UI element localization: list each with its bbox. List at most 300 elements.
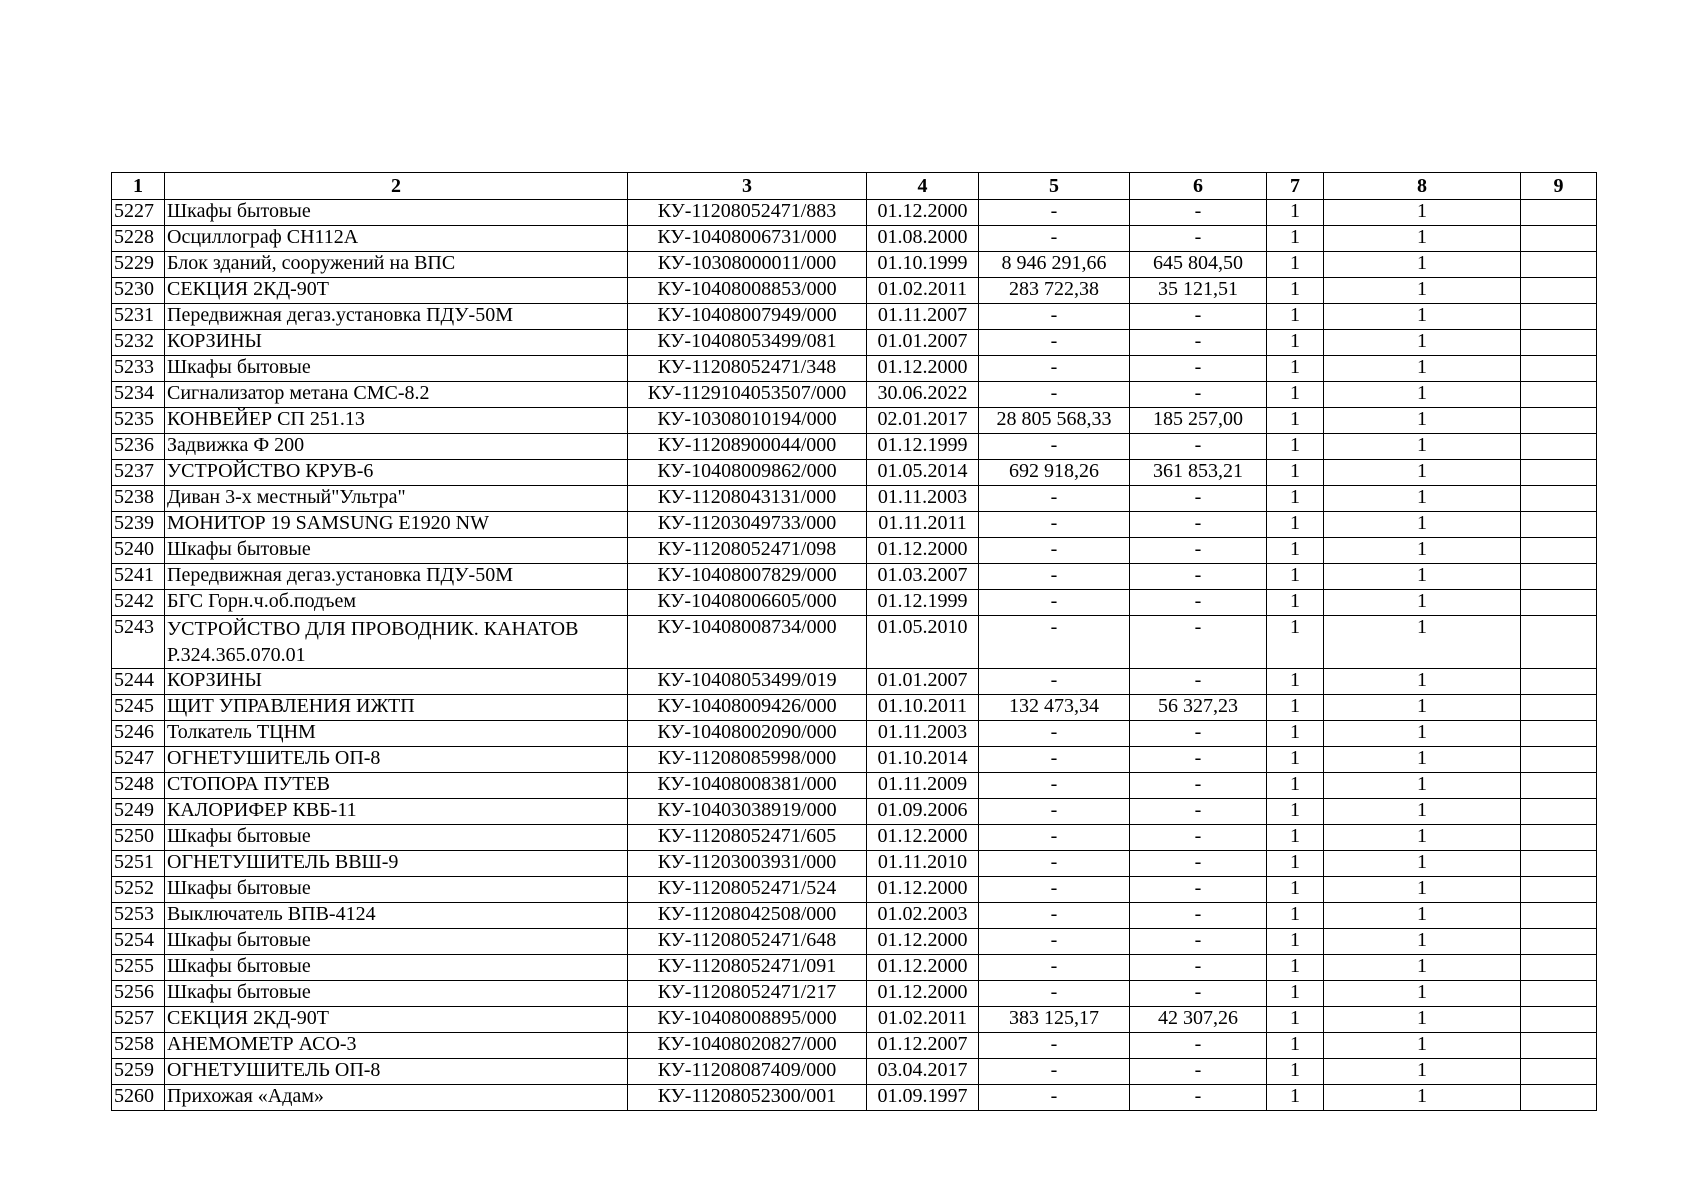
value-col-8: 1 <box>1324 460 1521 486</box>
date-cell: 01.11.2010 <box>867 851 979 877</box>
value-col-6: - <box>1130 590 1267 616</box>
table-row <box>112 825 1597 851</box>
inventory-code: КУ-10408007829/000 <box>628 564 867 590</box>
table-row <box>112 981 1597 1007</box>
item-name: КАЛОРИФЕР КВБ-11 <box>165 799 628 825</box>
value-col-5: - <box>979 955 1130 981</box>
table-row <box>112 382 1597 408</box>
date-cell: 01.11.2003 <box>867 721 979 747</box>
value-col-6: - <box>1130 851 1267 877</box>
inventory-code: КУ-11208900044/000 <box>628 434 867 460</box>
row-number: 5258 <box>112 1033 165 1059</box>
date-cell: 01.05.2014 <box>867 460 979 486</box>
table-row <box>112 538 1597 564</box>
value-col-9 <box>1521 278 1597 304</box>
value-col-8: 1 <box>1324 799 1521 825</box>
value-col-7: 1 <box>1267 981 1324 1007</box>
date-cell: 01.12.2000 <box>867 981 979 1007</box>
value-col-9 <box>1521 434 1597 460</box>
inventory-code: КУ-10308010194/000 <box>628 408 867 434</box>
value-col-7: 1 <box>1267 747 1324 773</box>
column-header: 1 <box>112 173 165 200</box>
value-col-8: 1 <box>1324 1059 1521 1085</box>
date-cell: 01.12.1999 <box>867 434 979 460</box>
table-row <box>112 252 1597 278</box>
value-col-7: 1 <box>1267 304 1324 330</box>
row-number: 5260 <box>112 1085 165 1111</box>
item-name: Прихожая «Адам» <box>165 1085 628 1111</box>
column-header: 9 <box>1521 173 1597 200</box>
value-col-6: - <box>1130 538 1267 564</box>
value-col-6: - <box>1130 1033 1267 1059</box>
date-cell: 01.09.2006 <box>867 799 979 825</box>
value-col-5: - <box>979 1033 1130 1059</box>
value-col-9 <box>1521 200 1597 226</box>
value-col-6: - <box>1130 434 1267 460</box>
date-cell: 01.01.2007 <box>867 669 979 695</box>
inventory-code: КУ-10403038919/000 <box>628 799 867 825</box>
inventory-code: КУ-10308000011/000 <box>628 252 867 278</box>
item-name: Шкафы бытовые <box>165 929 628 955</box>
value-col-5: 28 805 568,33 <box>979 408 1130 434</box>
value-col-7: 1 <box>1267 1007 1324 1033</box>
item-name: Шкафы бытовые <box>165 356 628 382</box>
value-col-5: - <box>979 851 1130 877</box>
inventory-code: КУ-10408053499/081 <box>628 330 867 356</box>
value-col-5: - <box>979 564 1130 590</box>
value-col-8: 1 <box>1324 1033 1521 1059</box>
value-col-5: - <box>979 981 1130 1007</box>
row-number: 5246 <box>112 721 165 747</box>
value-col-9 <box>1521 512 1597 538</box>
value-col-8: 1 <box>1324 304 1521 330</box>
row-number: 5259 <box>112 1059 165 1085</box>
value-col-8: 1 <box>1324 773 1521 799</box>
value-col-6: 185 257,00 <box>1130 408 1267 434</box>
date-cell: 01.11.2007 <box>867 304 979 330</box>
value-col-7: 1 <box>1267 278 1324 304</box>
row-number: 5236 <box>112 434 165 460</box>
inventory-code: КУ-10408002090/000 <box>628 721 867 747</box>
row-number: 5245 <box>112 695 165 721</box>
value-col-6: - <box>1130 825 1267 851</box>
row-number: 5234 <box>112 382 165 408</box>
value-col-9 <box>1521 695 1597 721</box>
date-cell: 01.12.2007 <box>867 1033 979 1059</box>
column-header: 7 <box>1267 173 1324 200</box>
item-name: БГС Горн.ч.об.подъем <box>165 590 628 616</box>
column-header: 4 <box>867 173 979 200</box>
value-col-8: 1 <box>1324 226 1521 252</box>
inventory-code: КУ-10408008381/000 <box>628 773 867 799</box>
inventory-code: КУ-10408006605/000 <box>628 590 867 616</box>
item-name: Передвижная дегаз.установка ПДУ-50М <box>165 564 628 590</box>
value-col-8: 1 <box>1324 356 1521 382</box>
value-col-7: 1 <box>1267 382 1324 408</box>
date-cell: 01.05.2010 <box>867 616 979 669</box>
column-header: 8 <box>1324 173 1521 200</box>
inventory-code: КУ-11208043131/000 <box>628 486 867 512</box>
value-col-9 <box>1521 1007 1597 1033</box>
row-number: 5242 <box>112 590 165 616</box>
table-row <box>112 955 1597 981</box>
value-col-7: 1 <box>1267 877 1324 903</box>
row-number: 5257 <box>112 1007 165 1033</box>
row-number: 5239 <box>112 512 165 538</box>
value-col-8: 1 <box>1324 721 1521 747</box>
date-cell: 01.12.2000 <box>867 356 979 382</box>
value-col-5: 8 946 291,66 <box>979 252 1130 278</box>
inventory-code: КУ-10408009862/000 <box>628 460 867 486</box>
value-col-9 <box>1521 669 1597 695</box>
value-col-8: 1 <box>1324 877 1521 903</box>
row-number: 5227 <box>112 200 165 226</box>
row-number: 5250 <box>112 825 165 851</box>
row-number: 5252 <box>112 877 165 903</box>
value-col-7: 1 <box>1267 695 1324 721</box>
value-col-5: - <box>979 903 1130 929</box>
value-col-7: 1 <box>1267 356 1324 382</box>
value-col-6: - <box>1130 512 1267 538</box>
row-number: 5233 <box>112 356 165 382</box>
item-name: УСТРОЙСТВО ДЛЯ ПРОВОДНИК. КАНАТОВ Р.324.365.070.01 <box>165 616 628 669</box>
value-col-9 <box>1521 564 1597 590</box>
item-name: Диван 3-х местный"Ультра" <box>165 486 628 512</box>
table-row <box>112 877 1597 903</box>
value-col-5: - <box>979 747 1130 773</box>
value-col-7: 1 <box>1267 1059 1324 1085</box>
value-col-9 <box>1521 1033 1597 1059</box>
value-col-6: - <box>1130 669 1267 695</box>
row-number: 5229 <box>112 252 165 278</box>
value-col-5: 283 722,38 <box>979 278 1130 304</box>
table-row <box>112 799 1597 825</box>
value-col-5: - <box>979 590 1130 616</box>
value-col-8: 1 <box>1324 590 1521 616</box>
value-col-7: 1 <box>1267 460 1324 486</box>
value-col-9 <box>1521 851 1597 877</box>
date-cell: 01.10.1999 <box>867 252 979 278</box>
value-col-7: 1 <box>1267 929 1324 955</box>
table-row <box>112 616 1597 669</box>
item-name: Блок зданий, сооружений на ВПС <box>165 252 628 278</box>
item-name: КОРЗИНЫ <box>165 669 628 695</box>
value-col-7: 1 <box>1267 512 1324 538</box>
value-col-7: 1 <box>1267 408 1324 434</box>
value-col-5: - <box>979 512 1130 538</box>
value-col-8: 1 <box>1324 929 1521 955</box>
table-row <box>112 773 1597 799</box>
value-col-5: - <box>979 434 1130 460</box>
table-row <box>112 1059 1597 1085</box>
date-cell: 01.12.2000 <box>867 825 979 851</box>
value-col-5: - <box>979 200 1130 226</box>
table-row <box>112 747 1597 773</box>
item-name: Шкафы бытовые <box>165 538 628 564</box>
value-col-7: 1 <box>1267 434 1324 460</box>
row-number: 5231 <box>112 304 165 330</box>
date-cell: 01.12.2000 <box>867 929 979 955</box>
date-cell: 01.12.2000 <box>867 538 979 564</box>
value-col-6: - <box>1130 799 1267 825</box>
header-row <box>112 173 1597 200</box>
table-row <box>112 460 1597 486</box>
value-col-6: - <box>1130 903 1267 929</box>
value-col-8: 1 <box>1324 695 1521 721</box>
value-col-7: 1 <box>1267 799 1324 825</box>
value-col-6: 35 121,51 <box>1130 278 1267 304</box>
inventory-code: КУ-11208052471/883 <box>628 200 867 226</box>
value-col-7: 1 <box>1267 330 1324 356</box>
value-col-7: 1 <box>1267 1085 1324 1111</box>
value-col-8: 1 <box>1324 408 1521 434</box>
table-row <box>112 486 1597 512</box>
inventory-code: КУ-1129104053507/000 <box>628 382 867 408</box>
row-number: 5248 <box>112 773 165 799</box>
row-number: 5235 <box>112 408 165 434</box>
table-row <box>112 590 1597 616</box>
value-col-9 <box>1521 460 1597 486</box>
value-col-7: 1 <box>1267 252 1324 278</box>
table-row <box>112 408 1597 434</box>
value-col-8: 1 <box>1324 747 1521 773</box>
item-name: Осциллограф СН112А <box>165 226 628 252</box>
value-col-6: 645 804,50 <box>1130 252 1267 278</box>
value-col-7: 1 <box>1267 825 1324 851</box>
value-col-9 <box>1521 226 1597 252</box>
item-name: УСТРОЙСТВО КРУВ-6 <box>165 460 628 486</box>
value-col-7: 1 <box>1267 1033 1324 1059</box>
value-col-9 <box>1521 955 1597 981</box>
value-col-9 <box>1521 252 1597 278</box>
date-cell: 01.08.2000 <box>867 226 979 252</box>
item-name: Шкафы бытовые <box>165 877 628 903</box>
value-col-6: - <box>1130 929 1267 955</box>
value-col-8: 1 <box>1324 486 1521 512</box>
table-row <box>112 512 1597 538</box>
table-row <box>112 669 1597 695</box>
table-row <box>112 226 1597 252</box>
row-number: 5244 <box>112 669 165 695</box>
value-col-9 <box>1521 903 1597 929</box>
column-header: 5 <box>979 173 1130 200</box>
value-col-5: - <box>979 486 1130 512</box>
value-col-5: - <box>979 799 1130 825</box>
value-col-9 <box>1521 382 1597 408</box>
date-cell: 01.11.2011 <box>867 512 979 538</box>
value-col-9 <box>1521 486 1597 512</box>
value-col-5: - <box>979 1085 1130 1111</box>
inventory-code: КУ-11208052471/348 <box>628 356 867 382</box>
value-col-8: 1 <box>1324 382 1521 408</box>
table-row <box>112 304 1597 330</box>
value-col-8: 1 <box>1324 200 1521 226</box>
value-col-5: - <box>979 773 1130 799</box>
value-col-6: 361 853,21 <box>1130 460 1267 486</box>
value-col-5: - <box>979 929 1130 955</box>
value-col-6: - <box>1130 955 1267 981</box>
date-cell: 01.11.2009 <box>867 773 979 799</box>
value-col-8: 1 <box>1324 955 1521 981</box>
table-row <box>112 278 1597 304</box>
value-col-5: - <box>979 669 1130 695</box>
value-col-8: 1 <box>1324 851 1521 877</box>
value-col-6: - <box>1130 1085 1267 1111</box>
value-col-8: 1 <box>1324 538 1521 564</box>
column-header: 6 <box>1130 173 1267 200</box>
value-col-6: - <box>1130 981 1267 1007</box>
value-col-5: 383 125,17 <box>979 1007 1130 1033</box>
value-col-9 <box>1521 877 1597 903</box>
value-col-7: 1 <box>1267 669 1324 695</box>
row-number: 5254 <box>112 929 165 955</box>
inventory-code: КУ-10408020827/000 <box>628 1033 867 1059</box>
inventory-code: КУ-11208052471/605 <box>628 825 867 851</box>
table-row <box>112 1033 1597 1059</box>
date-cell: 01.11.2003 <box>867 486 979 512</box>
value-col-9 <box>1521 590 1597 616</box>
value-col-9 <box>1521 356 1597 382</box>
value-col-9 <box>1521 799 1597 825</box>
value-col-6: - <box>1130 721 1267 747</box>
item-name: СЕКЦИЯ 2КД-90Т <box>165 1007 628 1033</box>
date-cell: 01.02.2011 <box>867 1007 979 1033</box>
row-number: 5237 <box>112 460 165 486</box>
value-col-5: - <box>979 538 1130 564</box>
value-col-6: 56 327,23 <box>1130 695 1267 721</box>
table-row <box>112 1085 1597 1111</box>
date-cell: 01.03.2007 <box>867 564 979 590</box>
row-number: 5249 <box>112 799 165 825</box>
item-name: Передвижная дегаз.установка ПДУ-50М <box>165 304 628 330</box>
value-col-6: - <box>1130 356 1267 382</box>
value-col-6: - <box>1130 382 1267 408</box>
value-col-5: 132 473,34 <box>979 695 1130 721</box>
value-col-8: 1 <box>1324 825 1521 851</box>
date-cell: 01.12.2000 <box>867 955 979 981</box>
value-col-5: - <box>979 1059 1130 1085</box>
table-row <box>112 356 1597 382</box>
item-name: Сигнализатор метана СМС-8.2 <box>165 382 628 408</box>
table-row <box>112 1007 1597 1033</box>
date-cell: 01.10.2011 <box>867 695 979 721</box>
value-col-9 <box>1521 747 1597 773</box>
date-cell: 01.10.2014 <box>867 747 979 773</box>
item-name: МОНИТОР 19 SAMSUNG E1920 NW <box>165 512 628 538</box>
inventory-code: КУ-10408008734/000 <box>628 616 867 669</box>
value-col-6: - <box>1130 304 1267 330</box>
inventory-code: КУ-10408006731/000 <box>628 226 867 252</box>
value-col-7: 1 <box>1267 851 1324 877</box>
value-col-9 <box>1521 721 1597 747</box>
value-col-6: - <box>1130 616 1267 669</box>
value-col-6: - <box>1130 330 1267 356</box>
value-col-7: 1 <box>1267 903 1324 929</box>
value-col-7: 1 <box>1267 564 1324 590</box>
item-name: Шкафы бытовые <box>165 825 628 851</box>
value-col-8: 1 <box>1324 564 1521 590</box>
item-name: ОГНЕТУШИТЕЛЬ ОП-8 <box>165 747 628 773</box>
inventory-code: КУ-10408009426/000 <box>628 695 867 721</box>
value-col-6: - <box>1130 200 1267 226</box>
row-number: 5253 <box>112 903 165 929</box>
value-col-9 <box>1521 330 1597 356</box>
item-name: СЕКЦИЯ 2КД-90Т <box>165 278 628 304</box>
date-cell: 01.12.1999 <box>867 590 979 616</box>
row-number: 5241 <box>112 564 165 590</box>
value-col-9 <box>1521 773 1597 799</box>
inventory-code: КУ-11208042508/000 <box>628 903 867 929</box>
date-cell: 01.12.2000 <box>867 200 979 226</box>
date-cell: 03.04.2017 <box>867 1059 979 1085</box>
value-col-9 <box>1521 981 1597 1007</box>
value-col-5: - <box>979 616 1130 669</box>
value-col-6: - <box>1130 1059 1267 1085</box>
value-col-7: 1 <box>1267 200 1324 226</box>
row-number: 5247 <box>112 747 165 773</box>
inventory-code: КУ-10408007949/000 <box>628 304 867 330</box>
value-col-5: - <box>979 330 1130 356</box>
value-col-8: 1 <box>1324 1085 1521 1111</box>
value-col-6: - <box>1130 747 1267 773</box>
value-col-6: - <box>1130 877 1267 903</box>
item-name: Толкатель ТЦНМ <box>165 721 628 747</box>
inventory-code: КУ-11208085998/000 <box>628 747 867 773</box>
inventory-code: КУ-10408008853/000 <box>628 278 867 304</box>
value-col-5: 692 918,26 <box>979 460 1130 486</box>
item-name: Шкафы бытовые <box>165 981 628 1007</box>
table-row <box>112 330 1597 356</box>
item-name: ОГНЕТУШИТЕЛЬ ОП-8 <box>165 1059 628 1085</box>
table-row <box>112 929 1597 955</box>
column-header: 3 <box>628 173 867 200</box>
row-number: 5232 <box>112 330 165 356</box>
value-col-7: 1 <box>1267 486 1324 512</box>
inventory-code: КУ-11208052471/098 <box>628 538 867 564</box>
item-name: ЩИТ УПРАВЛЕНИЯ ИЖТП <box>165 695 628 721</box>
inventory-code: КУ-11208052300/001 <box>628 1085 867 1111</box>
value-col-5: - <box>979 382 1130 408</box>
row-number: 5251 <box>112 851 165 877</box>
value-col-8: 1 <box>1324 330 1521 356</box>
value-col-9 <box>1521 825 1597 851</box>
table-row <box>112 695 1597 721</box>
item-name: Выключатель ВПВ-4124 <box>165 903 628 929</box>
value-col-6: - <box>1130 773 1267 799</box>
inventory-code: КУ-11208052471/091 <box>628 955 867 981</box>
value-col-6: - <box>1130 486 1267 512</box>
inventory-code: КУ-10408008895/000 <box>628 1007 867 1033</box>
value-col-9 <box>1521 1059 1597 1085</box>
value-col-8: 1 <box>1324 669 1521 695</box>
value-col-9 <box>1521 304 1597 330</box>
table-row <box>112 564 1597 590</box>
value-col-5: - <box>979 356 1130 382</box>
row-number: 5243 <box>112 616 165 669</box>
item-name: КОНВЕЙЕР СП 251.13 <box>165 408 628 434</box>
value-col-9 <box>1521 929 1597 955</box>
row-number: 5255 <box>112 955 165 981</box>
value-col-9 <box>1521 538 1597 564</box>
row-number: 5228 <box>112 226 165 252</box>
row-number: 5238 <box>112 486 165 512</box>
inventory-code: КУ-11203003931/000 <box>628 851 867 877</box>
inventory-table <box>111 172 1597 1111</box>
value-col-5: - <box>979 304 1130 330</box>
inventory-code: КУ-10408053499/019 <box>628 669 867 695</box>
date-cell: 01.02.2003 <box>867 903 979 929</box>
table-row <box>112 434 1597 460</box>
